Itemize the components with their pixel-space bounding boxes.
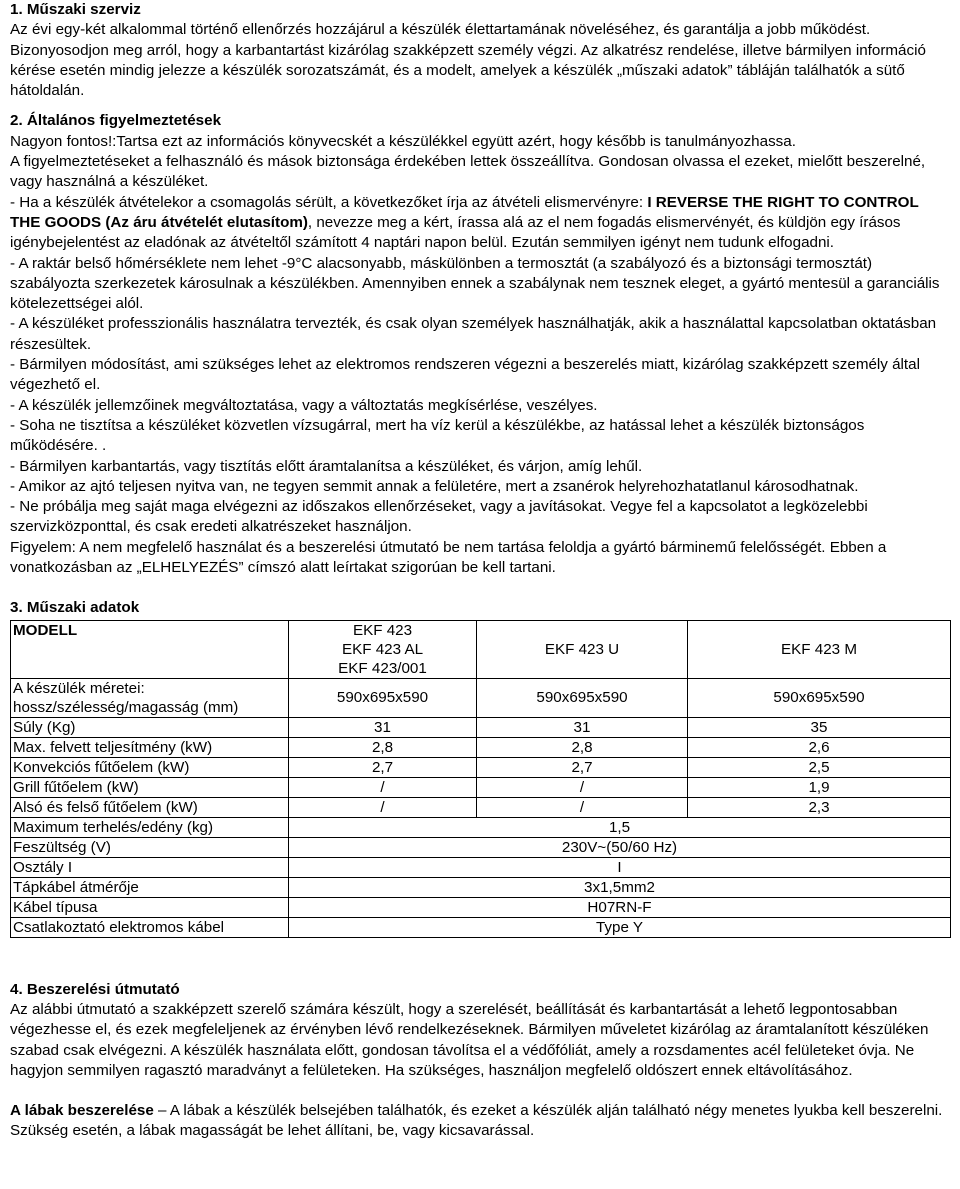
section-title: 4. Beszerelési útmutató <box>10 980 180 998</box>
warning-item: - A készülék jellemzőinek megváltoztatása, vagy a változtatás megkísérlése, veszélyes. <box>10 396 598 414</box>
legs-text: – A lábak a készülék belsejében találhatók, és ezeket a készülék alján található négy menetes lyukba kell beszerelni. Szükség esetén, a lábak magasságát be lehet állítani, be, vagy kicsavarással. <box>10 1102 943 1140</box>
table-row <box>11 737 951 757</box>
cell-value: 2,3 <box>688 797 951 817</box>
important-note: Nagyon fontos!:Tartsa ezt az információs könyvecskét a készülékkel együtt azért, hogy később is tanulmányozhassa. <box>10 132 796 150</box>
cell-value: 2,8 <box>289 737 477 757</box>
cell-value: 2,7 <box>477 757 688 777</box>
cell-value: 3x1,5mm2 <box>289 877 951 897</box>
table-row <box>11 717 951 737</box>
row-label: Kábel típusa <box>11 897 289 917</box>
legs-installation <box>10 1101 950 1142</box>
cell-value: / <box>477 777 688 797</box>
cell-value: 2,7 <box>289 757 477 777</box>
cell-value: 230V~(50/60 Hz) <box>289 837 951 857</box>
table-row <box>11 877 951 897</box>
liability-warning: Figyelem: A nem megfelelő használat és a beszerelési útmutató be nem tartása feloldja a gyártó bárminemű felelősségét. Ebben a vonatkozásban az „ELHELYEZÉS” címszó alatt leírtakat szigorúan be kell tartani. <box>10 538 887 577</box>
cell-value: 1,5 <box>289 817 951 837</box>
table-row <box>11 917 951 937</box>
cell-value: 2,5 <box>688 757 951 777</box>
model-cell-ekf423u: EKF 423 U <box>477 620 688 678</box>
row-label: Grill fűtőelem (kW) <box>11 777 289 797</box>
cell-value: I <box>289 857 951 877</box>
warning-item: - A készüléket professzionális használatra tervezték, és csak olyan személyek használhatják, akik a használattal kapcsolatban oktatásban részesültek. <box>10 315 937 353</box>
paragraph: Az évi egy-két alkalommal történő ellenőrzés hozzájárul a készülék élettartamának növeléséhez, és garantálja a jobb működést. Bizonyosodjon meg arról, hogy a karbantartást kizárólag szakképzett személy végzi. Az alkatrész rendelése, illetve bármilyen információ kérése esetén mindig jelezze a készülék sorozatszámát, és a modelt, amelyek a készülék „műszaki adatok” tábláján találhatók a sütő hátoldalán. <box>10 21 926 100</box>
cell-value: 31 <box>477 717 688 737</box>
model-header: MODELL <box>11 620 289 678</box>
row-label: Csatlakoztató elektromos kábel <box>11 917 289 937</box>
model-cell-ekf423m: EKF 423 M <box>688 620 951 678</box>
cell-value: H07RN-F <box>289 897 951 917</box>
table-row <box>11 817 951 837</box>
row-label: A készülék méretei: hossz/szélesség/magasság (mm) <box>11 678 289 717</box>
warnings-intro: A figyelmeztetéseket a felhasználó és mások biztonsága érdekében lettek összeállítva. Gondosan olvassa el ezeket, mielőtt beszerelné, vagy használná a készüléket. <box>10 153 926 191</box>
cell-value: 590x695x590 <box>477 678 688 717</box>
row-label: Tápkábel átmérője <box>11 877 289 897</box>
section-technical-data <box>10 598 950 937</box>
paragraph: Az alábbi útmutató a szakképzett szerelő számára készült, hogy a szerelését, beállítását és karbantartását a lehető legpontosabban végezhesse el, és ezek megfeleljenek az érvényben lévő rendelkezéseknek. Bármilyen műveletet kizárólag az áramtalanított készüléken szabad csak elvégezni. A készülék használata előtt, gondosan távolítsa el a védőfóliát, amely a rozsdamentes acél felületeket óvja. Ne hagyjon semmilyen ragasztó maradványt a felületeken. Ha szükséges, használjon megfelelő oldószert ennek eltávolításához. <box>10 1000 929 1079</box>
row-label: Max. felvett teljesítmény (kW) <box>11 737 289 757</box>
legs-title: A lábak beszerelése <box>10 1102 154 1120</box>
model-cell-ekf423: EKF 423 EKF 423 AL EKF 423/001 <box>289 620 477 678</box>
table-row <box>11 678 951 717</box>
section-installation-guide <box>10 980 950 1142</box>
refusal-phrase: (Az áru átvételét elutasítom) <box>101 213 308 231</box>
row-label: Alsó és felső fűtőelem (kW) <box>11 797 289 817</box>
cell-value: 1,9 <box>688 777 951 797</box>
warning-item: - Ne próbálja meg saját maga elvégezni az időszakos ellenőrzéseket, vagy a javításokat. Vegye fel a kapcsolatot a legközelebbi szervizközponttal, és csak eredeti alkatrészeket használjon. <box>10 498 868 536</box>
cell-value: / <box>289 777 477 797</box>
row-label: Maximum terhelés/edény (kg) <box>11 817 289 837</box>
table-row <box>11 857 951 877</box>
table-row <box>11 837 951 857</box>
warning-item: - Soha ne tisztítsa a készüléket közvetlen vízsugárral, mert ha víz kerül a készülékbe, az hatással lehet a készülék biztonságos működésére. . <box>10 416 865 455</box>
cell-value: 590x695x590 <box>688 678 951 717</box>
cell-value: / <box>289 797 477 817</box>
warning-item: - Bármilyen módosítást, ami szükséges lehet az elektromos rendszeren végezni a beszerelés miatt, kizárólag szakképzett személy által végezhető el. <box>10 356 920 394</box>
cell-value: 35 <box>688 717 951 737</box>
section-title: 1. Műszaki szerviz <box>10 1 141 18</box>
cell-value: / <box>477 797 688 817</box>
row-label: Osztály I <box>11 857 289 877</box>
cell-value: Type Y <box>289 917 951 937</box>
cell-value: 590x695x590 <box>289 678 477 717</box>
technical-data-table <box>10 620 951 938</box>
warning-item: - Amikor az ajtó teljesen nyitva van, ne tegyen semmit annak a felületére, mert a zsanérok helyrehozhatatlanul károsodhatnak. <box>10 477 859 495</box>
cell-value: 2,6 <box>688 737 951 757</box>
section-technical-service <box>10 0 950 101</box>
cell-value: 2,8 <box>477 737 688 757</box>
section-title: 3. Műszaki adatok <box>10 599 140 617</box>
row-label: Konvekciós fűtőelem (kW) <box>11 757 289 777</box>
table-header-row <box>11 620 951 678</box>
table-row <box>11 897 951 917</box>
cell-value: 31 <box>289 717 477 737</box>
section-general-warnings <box>10 111 950 578</box>
warning-item-damaged-packaging: - Ha a készülék átvételekor a csomagolás sérült, a következőket írja az átvételi elismervényre: I REVERSE THE RIGHT TO CONTROL THE GOODS (Az áru átvételét elutasítom), nevezze meg a kért, írassa alá az el nem fogadás elismervényét, és küldjön egy írásos igénybejelentést az eladónak az átvételtől számított 4 naptári napon belül. Ezután semmilyen igényt nem tudunk elfogadni. <box>10 193 919 252</box>
row-label: Súly (Kg) <box>11 717 289 737</box>
warning-item: - Bármilyen karbantartás, vagy tisztítás előtt áramtalanítsa a készüléket, és várjon, amíg lehűl. <box>10 457 643 475</box>
reserve-right-phrase: I REVERSE THE RIGHT TO CONTROL THE GOODS <box>10 193 919 231</box>
warning-list <box>10 254 950 538</box>
table-row <box>11 797 951 817</box>
section-title: 2. Általános figyelmeztetések <box>10 112 222 130</box>
table-row <box>11 757 951 777</box>
warning-item: - A raktár belső hőmérséklete nem lehet -9°C alacsonyabb, máskülönben a termosztát (a szabályozó és a biztonsági termosztát) szabályozta szerkezetek károsulnak a készülékben. Amennyiben ennek a szabálynak nem tesznek eleget, a gyártó mentesül a garanciális kötelezettségei alól. <box>10 254 940 313</box>
table-row <box>11 777 951 797</box>
row-label: Feszültség (V) <box>11 837 289 857</box>
